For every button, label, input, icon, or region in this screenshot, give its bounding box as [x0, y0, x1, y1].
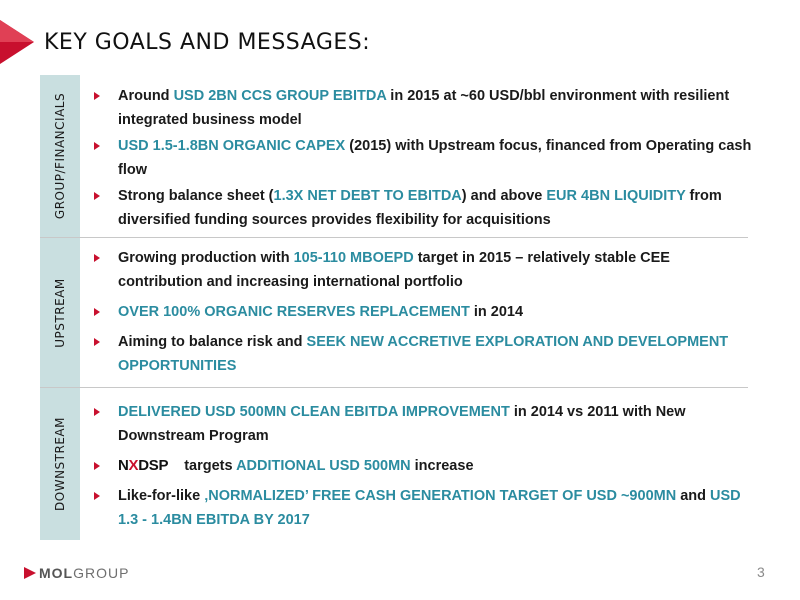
- bullet-text: targets: [184, 458, 237, 474]
- bullet-text: in 2015 at ~60 USD/bbl environment with resilient integrated business model: [118, 88, 730, 128]
- bullet-item: [94, 300, 754, 324]
- highlight-text: EUR 4BN LIQUIDITY: [546, 188, 686, 204]
- bullet-item: [94, 134, 754, 182]
- page-title: KEY GOALS AND MESSAGES:: [44, 30, 371, 55]
- section-label: GROUP/FINANCIALS: [53, 92, 67, 220]
- bullet-text: in 2014: [469, 304, 524, 320]
- downstream-bullets: [94, 400, 754, 532]
- bullet-item: [94, 84, 754, 132]
- highlight-text: ADDITIONAL USD 500MN: [236, 458, 411, 474]
- highlight-text: OVER 100% ORGANIC RESERVES REPLACEMENT: [118, 304, 470, 320]
- bullet-item: [94, 184, 754, 232]
- bullet-text: target in 2015 – relatively stable CEE contribution and increasing international portfolio: [118, 250, 670, 290]
- highlight-text: ‚NORMALIZED’ FREE CASH GENERATION TARGET OF USD ~900MN: [204, 488, 677, 504]
- bullet-item: [94, 484, 754, 532]
- bullet-text: and: [676, 488, 711, 504]
- page-number: 3: [757, 564, 765, 580]
- bullet-text: Around: [118, 88, 174, 104]
- corner-triangle-icon: [0, 20, 34, 64]
- section-band-group-financials: [40, 75, 80, 237]
- highlight-text: USD 2BN CCS GROUP EBITDA: [173, 88, 387, 104]
- section-band-upstream: [40, 238, 80, 387]
- bullet-item: [94, 400, 754, 448]
- section-label: UPSTREAM: [53, 277, 67, 348]
- bullet-item: [94, 330, 754, 378]
- nxdsp-logo: NXDSP: [118, 457, 169, 474]
- bullet-item: [94, 454, 754, 478]
- bullet-arrow-icon: [94, 492, 100, 500]
- highlight-text: USD 1.3 - 1.4BN EBITDA BY 2017: [118, 488, 741, 528]
- bullet-text: Like-for-like: [118, 488, 205, 504]
- highlight-text: USD 1.5-1.8BN ORGANIC CAPEX: [118, 138, 346, 154]
- bullet-text: Strong balance sheet (: [118, 188, 274, 204]
- bullet-arrow-icon: [94, 408, 100, 416]
- molgroup-logo: MOLGROUP: [24, 565, 129, 581]
- bullet-text: increase: [410, 458, 474, 474]
- upstream-bullets: [94, 246, 754, 378]
- bullet-text: Growing production with: [118, 250, 294, 266]
- bullet-arrow-icon: [94, 92, 100, 100]
- bullet-text: in 2014 vs 2011 with New Downstream Program: [118, 404, 686, 444]
- bullet-arrow-icon: [94, 338, 100, 346]
- section-band-downstream: [40, 388, 80, 540]
- bullet-arrow-icon: [94, 462, 100, 470]
- bullet-arrow-icon: [94, 192, 100, 200]
- bullet-text: (2015) with Upstream focus, financed from Operating cash flow: [118, 138, 752, 178]
- highlight-text: DELIVERED USD 500MN CLEAN EBITDA IMPROVEMENT: [118, 404, 510, 420]
- group-financials-bullets: [94, 84, 754, 232]
- section-divider: [40, 387, 748, 388]
- bullet-item: [94, 246, 754, 294]
- highlight-text: SEEK NEW ACCRETIVE EXPLORATION AND DEVELOPMENT OPPORTUNITIES: [118, 334, 729, 374]
- highlight-text: 1.3X NET DEBT TO EBITDA: [273, 188, 462, 204]
- highlight-text: 105-110 MBOEPD: [293, 250, 414, 266]
- bullet-arrow-icon: [94, 308, 100, 316]
- bullet-text: Aiming to balance risk and: [118, 334, 307, 350]
- mol-triangle-icon: [24, 567, 36, 579]
- bullet-arrow-icon: [94, 142, 100, 150]
- section-label: DOWNSTREAM: [53, 417, 67, 511]
- section-divider: [40, 237, 748, 238]
- bullet-text: ) and above: [461, 188, 547, 204]
- bullet-text: from diversified funding sources provides flexibility for acquisitions: [118, 188, 722, 228]
- bullet-arrow-icon: [94, 254, 100, 262]
